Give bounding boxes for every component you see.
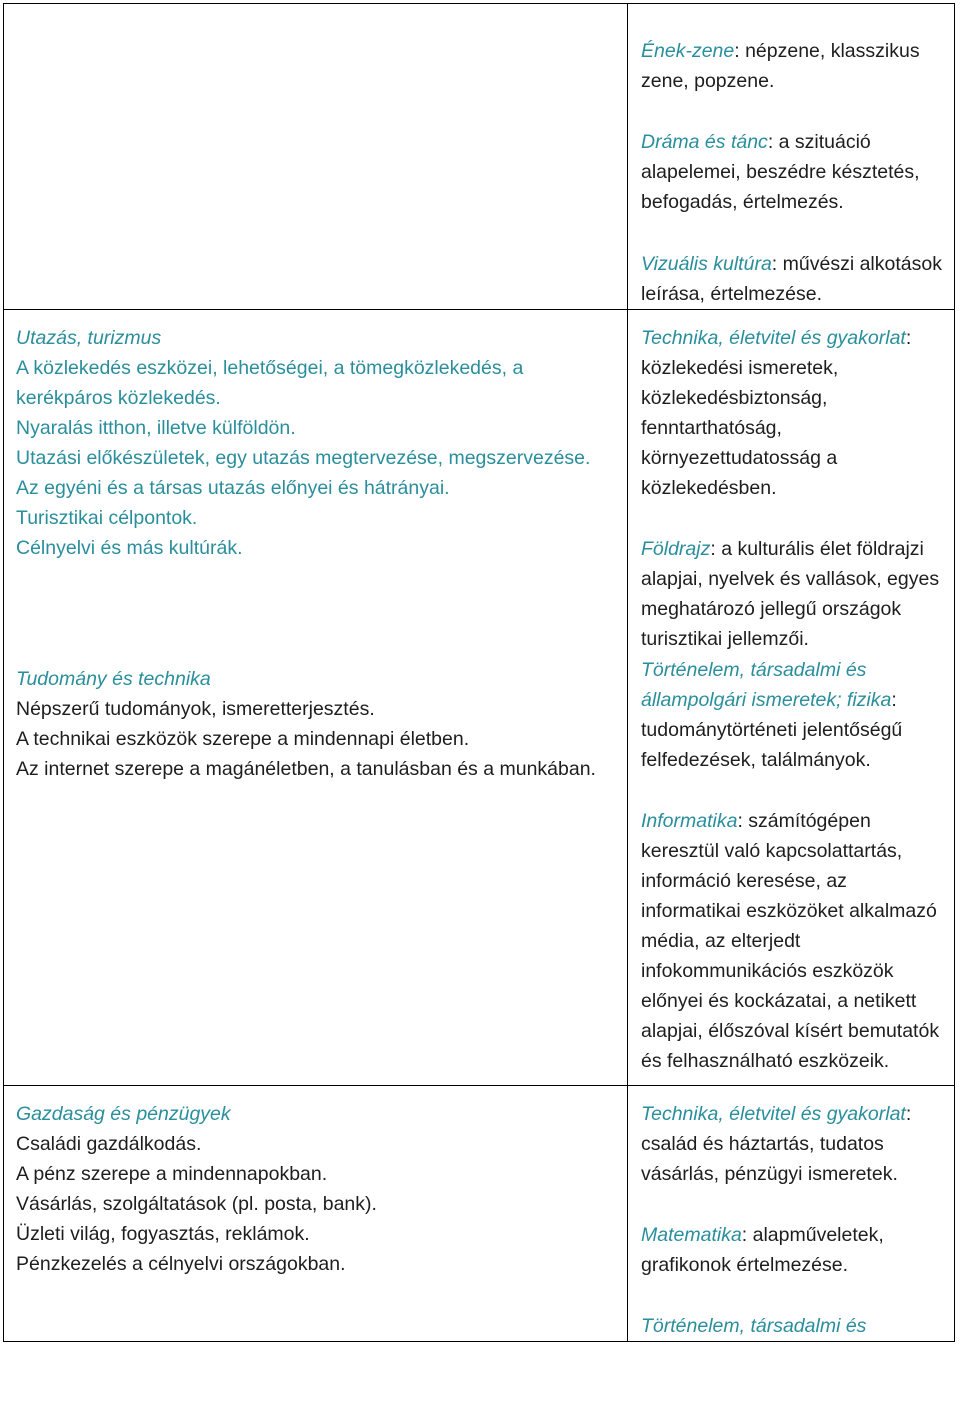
table-row: [4, 4, 955, 310]
connection-entry: Technika, életvitel és gyakorlat: család és háztartás, tudatos vásárlás, pénzügyi ismeretek.: [641, 1103, 912, 1185]
connection-entry: Matematika: alapműveletek, grafikonok értelmezése.: [641, 1224, 884, 1276]
topic-line: A pénz szerepe a mindennapokban.: [16, 1163, 328, 1185]
topic-line: Pénzkezelés a célnyelvi országokban.: [16, 1253, 346, 1275]
table-row: [4, 1086, 955, 1342]
topic-line: Célnyelvi és más kultúrák.: [16, 537, 243, 559]
topic-cell: [4, 310, 628, 1086]
topic-line: Vásárlás, szolgáltatások (pl. posta, bank).: [16, 1193, 377, 1215]
topic-heading: Gazdaság és pénzügyek: [16, 1103, 231, 1125]
topic-line: Utazási előkészületek, egy utazás megtervezése, megszervezése.: [16, 447, 591, 469]
topic-line: A technikai eszközök szerepe a mindennapi életben.: [16, 728, 470, 750]
topic-heading: Tudomány és technika: [16, 668, 211, 690]
connections-cell: [628, 1086, 955, 1342]
topic-line: Üzleti világ, fogyasztás, reklámok.: [16, 1223, 310, 1245]
topic-block-science: [16, 664, 617, 784]
topic-block-finance: [16, 1099, 617, 1279]
topic-line: Családi gazdálkodás.: [16, 1133, 202, 1155]
topic-cell-empty: [4, 4, 628, 310]
curriculum-table: [3, 3, 955, 1342]
connections-cell: [628, 4, 955, 310]
topic-line: A közlekedés eszközei, lehetőségei, a tömegközlekedés, a kerékpáros közlekedés.: [16, 357, 524, 409]
connection-entry: Vizuális kultúra: művészi alkotások leírása, értelmezése.: [641, 253, 942, 305]
connection-entry: Történelem, társadalmi és: [641, 1315, 867, 1337]
topic-block-travel: [16, 323, 617, 563]
topic-line: Turisztikai célpontok.: [16, 507, 198, 529]
connection-entry: Földrajz: a kulturális élet földrajzi alapjai, nyelvek és vallások, egyes meghatározó jellegű országok turisztikai jellemzői.: [641, 538, 940, 650]
connection-entry: Informatika: számítógépen keresztül való kapcsolattartás, információ keresése, az informatikai eszközöket alkalmazó média, az elterjedt infokommunikációs eszközök előnyei és kockázatai, a netikett alapjai, élőszóval kísért bemutatók és felhasználható eszközeik.: [641, 810, 940, 1072]
connection-entry: Dráma és tánc: a szituáció alapelemei, beszédre késztetés, befogadás, értelmezés.: [641, 131, 920, 213]
table-row: [4, 310, 955, 1086]
topic-heading: Utazás, turizmus: [16, 327, 162, 349]
connection-entry: Technika, életvitel és gyakorlat: közlekedési ismeretek, közlekedésbiztonság, fenntarthatóság, környezettudatosság a közlekedésben.: [641, 327, 912, 499]
topic-cell: [4, 1086, 628, 1342]
connections-cell: [628, 310, 955, 1086]
connection-entry: Történelem, társadalmi és állampolgári ismeretek; fizika: tudománytörténeti jelentőségű felfedezések, találmányok.: [641, 659, 903, 771]
connection-entry: Ének-zene: népzene, klasszikus zene, popzene.: [641, 40, 920, 92]
topic-line: Nyaralás itthon, illetve külföldön.: [16, 417, 296, 439]
topic-line: Az internet szerepe a magánéletben, a tanulásban és a munkában.: [16, 758, 596, 780]
topic-line: Az egyéni és a társas utazás előnyei és hátrányai.: [16, 477, 450, 499]
topic-line: Népszerű tudományok, ismeretterjesztés.: [16, 698, 375, 720]
